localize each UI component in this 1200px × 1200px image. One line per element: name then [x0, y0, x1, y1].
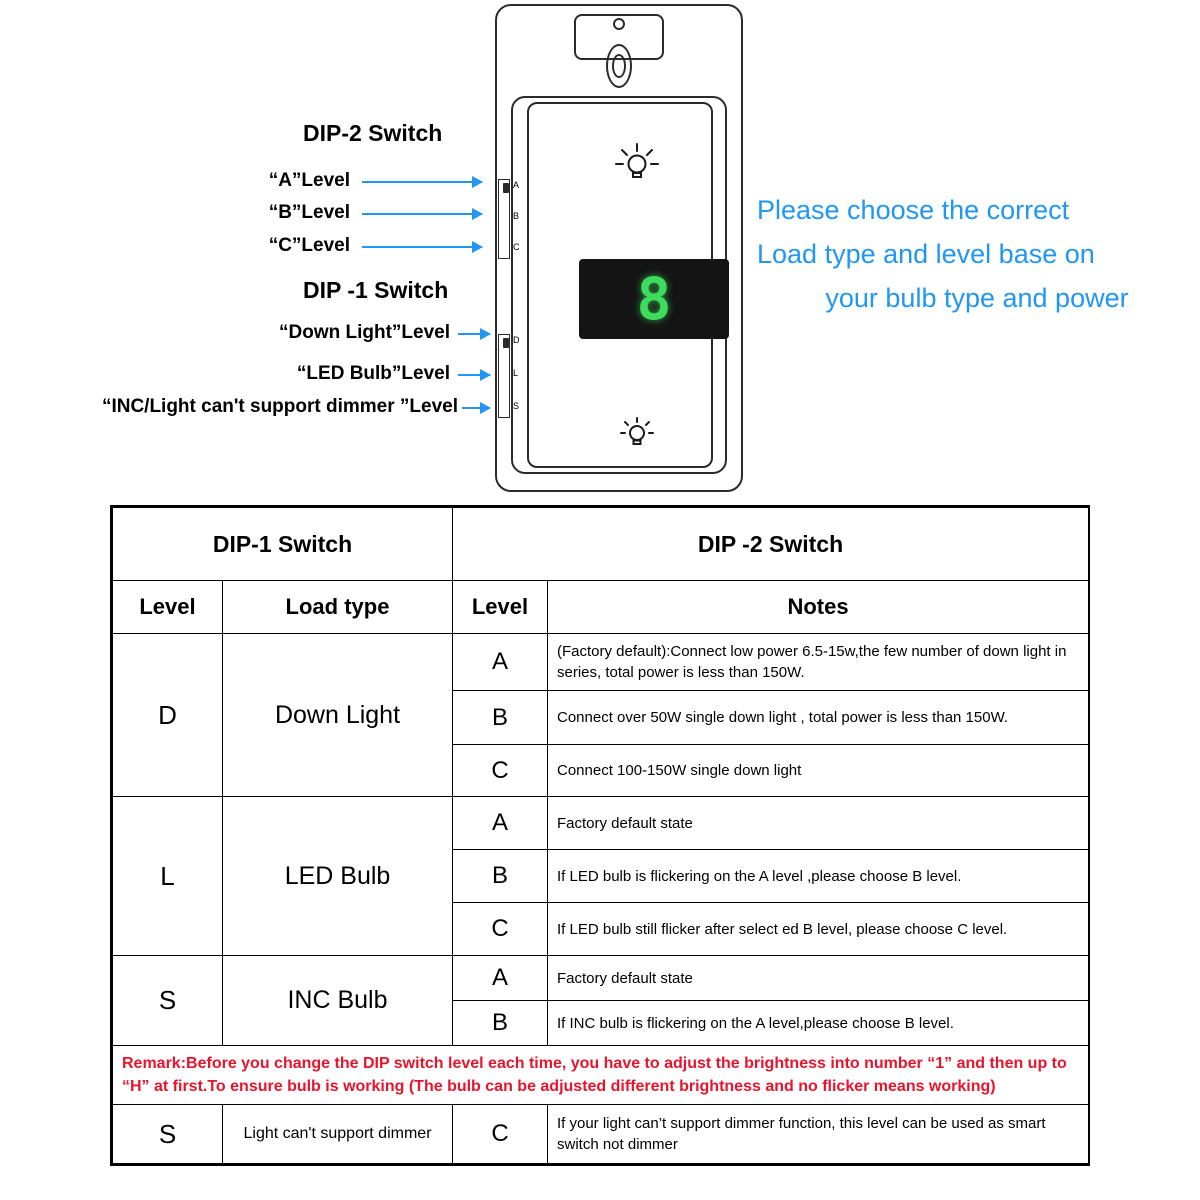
header-load-type: Load type: [223, 581, 453, 634]
cell-note: Connect 100-150W single down light: [548, 745, 1089, 797]
table-row: [113, 797, 1089, 850]
callout-down-light-level: “Down Light”Level: [279, 322, 450, 343]
cell-note: If INC bulb is flickering on the A level,please choose B level.: [548, 1001, 1089, 1046]
cell-dip1-level: D: [113, 634, 223, 797]
arrow-down-light-level: [458, 333, 490, 335]
dip1-label-l: L: [513, 368, 519, 378]
callout-led-bulb-level: “LED Bulb”Level: [296, 363, 450, 384]
dimmer-switch-illustration: [495, 4, 745, 494]
arrow-b-level: [362, 213, 482, 215]
cell-note: Factory default state: [548, 797, 1089, 850]
cell-dip2-level: A: [453, 634, 548, 691]
table-remark-row: [113, 1046, 1089, 1105]
cell-load-type: INC Bulb: [223, 956, 453, 1046]
cell-dip1-level: S: [113, 1105, 223, 1164]
instruction-line-2: Load type and level base on: [757, 239, 1095, 269]
dip2-label-a: A: [513, 180, 520, 190]
display-value: 8: [636, 265, 672, 333]
instruction-line-3: your bulb type and power: [825, 283, 1129, 313]
dip1-switch-strip[interactable]: [498, 334, 510, 418]
cell-note: If LED bulb still flicker after select ed B level, please choose C level.: [548, 903, 1089, 956]
dip2-label-b: B: [513, 211, 520, 221]
dip1-label-d: D: [513, 335, 520, 345]
arrow-led-bulb-level: [458, 374, 490, 376]
dip1-label-s: S: [513, 401, 520, 411]
cell-dip2-level: A: [453, 956, 548, 1001]
arrow-inc-level: [462, 407, 490, 409]
dip2-switch-strip[interactable]: [498, 179, 510, 259]
digit-display: [579, 259, 729, 339]
header-dip2-switch: DIP -2 Switch: [453, 508, 1089, 581]
header-level-1: Level: [113, 581, 223, 634]
cell-dip2-level: A: [453, 797, 548, 850]
table-row: [113, 634, 1089, 691]
cell-note: If LED bulb is flickering on the A level ,please choose B level.: [548, 850, 1089, 903]
remark-text: Remark:Before you change the DIP switch level each time, you have to adjust the brightness into number “1” and then up to “H” at first.To ensure bulb is working (The bulb can be adjusted different brightness and no flicker means working): [113, 1046, 1089, 1105]
table-row: [113, 956, 1089, 1001]
cell-dip1-level: L: [113, 797, 223, 956]
cell-note: Factory default state: [548, 956, 1089, 1001]
table-sub-header-row: [113, 581, 1089, 634]
switch-face-inner: [527, 102, 713, 468]
callout-dip1-header: DIP -1 Switch: [303, 277, 449, 303]
cell-dip2-level: C: [453, 745, 548, 797]
table-row: [113, 1105, 1089, 1164]
screw-hole-icon: [613, 18, 625, 30]
arrow-a-level: [362, 181, 482, 183]
table-group-header-row: [113, 508, 1089, 581]
header-notes: Notes: [548, 581, 1089, 634]
cell-load-type: Light can't support dimmer: [223, 1105, 453, 1164]
cell-note: If your light can’t support dimmer function, this level can be used as smart switch not dimmer: [548, 1105, 1089, 1164]
bulb-bright-icon: [615, 142, 659, 186]
header-dip1-switch: DIP-1 Switch: [113, 508, 453, 581]
header-level-2: Level: [453, 581, 548, 634]
bulb-dim-icon: [618, 414, 656, 452]
cell-note: Connect over 50W single down light , total power is less than 150W.: [548, 691, 1089, 745]
dip1-slider[interactable]: [503, 338, 509, 348]
instruction-line-1: Please choose the correct: [757, 195, 1070, 225]
dip-settings-table: [110, 505, 1090, 1166]
callout-a-level: “A”Level: [268, 170, 350, 191]
instruction-text: [757, 188, 1197, 320]
mounting-slot-inner: [612, 54, 626, 78]
callout-inc-level: “INC/Light can't support dimmer ”Level: [101, 396, 458, 417]
cell-dip1-level: S: [113, 956, 223, 1046]
dip2-slider[interactable]: [503, 183, 509, 193]
cell-dip2-level: C: [453, 903, 548, 956]
callout-dip2-header: DIP-2 Switch: [303, 120, 443, 146]
callout-c-level: “C”Level: [268, 235, 350, 256]
cell-dip2-level: C: [453, 1105, 548, 1164]
callout-b-level: “B”Level: [268, 202, 350, 223]
dip2-label-c: C: [513, 242, 520, 252]
cell-load-type: LED Bulb: [223, 797, 453, 956]
cell-load-type: Down Light: [223, 634, 453, 797]
arrow-c-level: [362, 246, 482, 248]
cell-dip2-level: B: [453, 691, 548, 745]
cell-note: (Factory default):Connect low power 6.5-15w,the few number of down light in series, total power is less than 150W.: [548, 634, 1089, 691]
cell-dip2-level: B: [453, 850, 548, 903]
cell-dip2-level: B: [453, 1001, 548, 1046]
